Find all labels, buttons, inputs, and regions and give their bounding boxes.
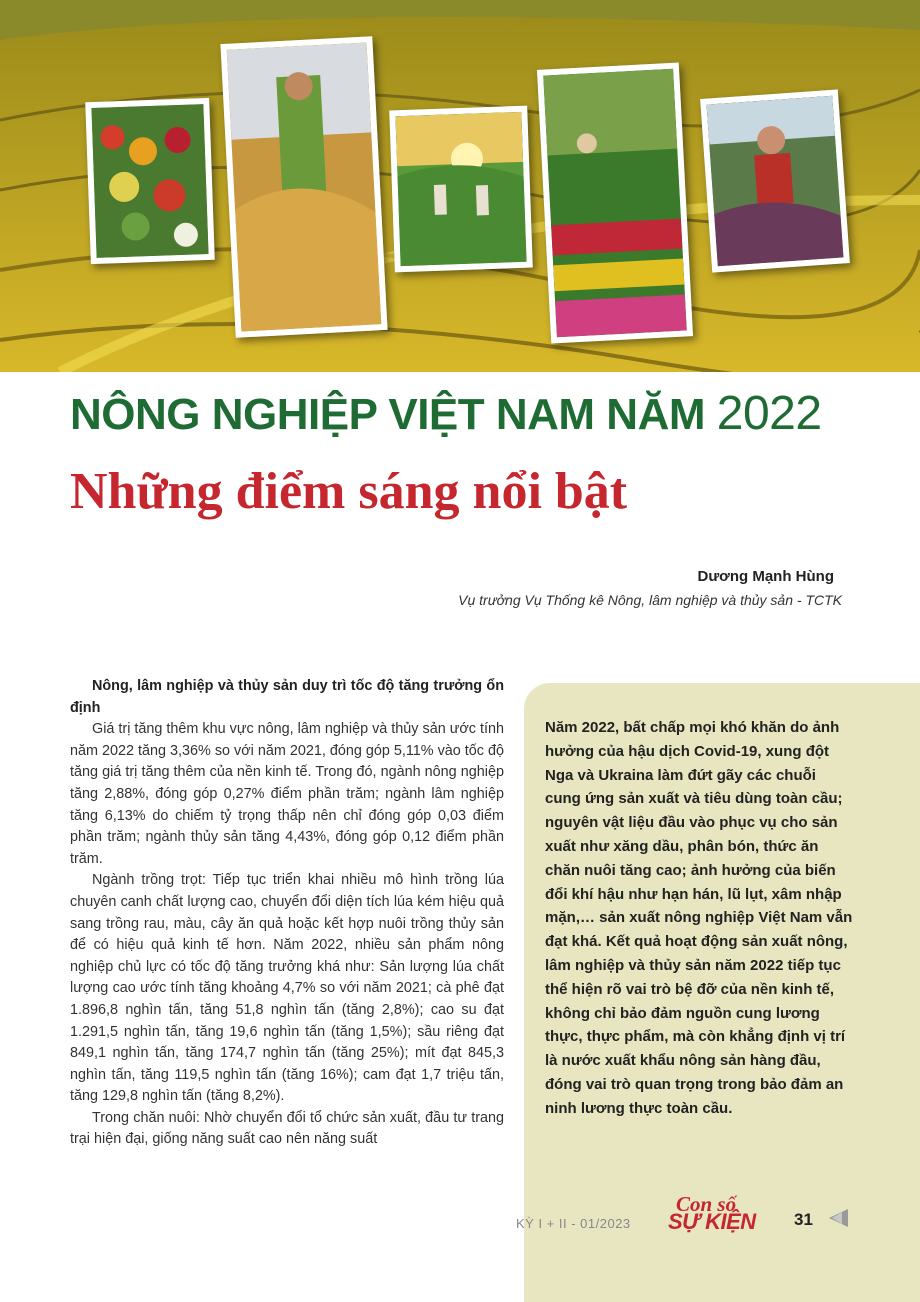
body-paragraph: Trong chăn nuôi: Nhờ chuyển đổi tổ chức sản xuất, đầu tư trang trại hiện đại, giống năng suất cao nên năng suất <box>70 1109 504 1148</box>
section-heading: Nông, lâm nghiệp và thủy sản duy trì tốc độ tăng trưởng ổn định <box>70 678 504 716</box>
title-text: NÔNG NGHIỆP VIỆT NAM NĂM <box>70 390 706 439</box>
body-paragraph: Giá trị tăng thêm khu vực nông, lâm nghiệp và thủy sản ước tính năm 2022 tăng 3,36% so với năm 2021, đóng góp 5,11% vào tốc độ tăng giá trị tăng thêm của nền kinh tế. Trong đó, ngành nông nghiệp tăng 2,88%, đóng góp 0,27% điểm phần trăm; ngành lâm nghiệp tăng 6,13% do chiếm tỷ trọng thấp nên chỉ đóng góp 0,03 điểm phần trăm; ngành thủy sản tăng 4,43%, đóng góp 0,12 điểm phần trăm. <box>70 721 504 867</box>
issue-label: KỲ I + II - 01/2023 <box>516 1216 631 1231</box>
photo-flower-garden <box>537 62 693 343</box>
logo-line1: Con số <box>676 1192 737 1216</box>
photo-grain-worker <box>220 36 387 338</box>
sapo-text: Năm 2022, bất chấp mọi khó khăn do ảnh hưởng của hậu dịch Covid-19, xung đột Nga và Ukraina làm đứt gãy các chuỗi cung ứng sản xuất và tiêu dùng toàn cầu; nguyên vật liệu đầu vào phục vụ cho sản xuất như xăng dầu, phân bón, thức ăn chăn nuôi tăng cao; ảnh hưởng của biến đổi khí hậu như hạn hán, lũ lụt, xâm nhập mặn,… sản xuất nông nghiệp Việt Nam vẫn đạt khá. Kết quả hoạt động sản xuất nông, lâm nghiệp và thủy sản năm 2022 tiếp tục thể hiện rõ vai trò bệ đỡ của nền kinh tế, không chỉ bảo đảm nguồn cung lương thực, thực phẩm, mà còn khẳng định vị trí là nước xuất khẩu nông sản hàng đầu, đóng vai trò quan trọng trong bảo đảm an ninh lương thực toàn cầu. <box>545 719 853 1117</box>
logo-line2: SỰ KIỆN <box>668 1209 756 1234</box>
hero-image <box>0 0 920 372</box>
magazine-logo <box>668 1192 788 1238</box>
title-year: 2022 <box>716 387 822 440</box>
article-title-line2: Những điểm sáng nổi bật <box>70 463 628 520</box>
page-number: 31 <box>794 1210 813 1229</box>
body-column <box>70 676 504 1151</box>
author-role: Vụ trưởng Vụ Thống kê Nông, lâm nghiệp và thủy sản - TCTK <box>458 592 842 608</box>
article-title-line1 <box>70 386 822 441</box>
photo-vegetables <box>85 98 215 264</box>
photo-tea-hills <box>389 106 533 273</box>
author-name: Dương Mạnh Hùng <box>697 568 834 585</box>
photo-harvest-woman <box>700 89 850 272</box>
body-paragraph: Ngành trồng trọt: Tiếp tục triển khai nhiều mô hình trồng lúa chuyên canh chất lượng cao, chuyển đổi diện tích lúa kém hiệu quả sang trồng rau, màu, cây ăn quả hoặc kết hợp nuôi trồng thủy sản để có hiệu quả kinh tế hơn. Năm 2022, nhiều sản phẩm nông nghiệp chủ lực có tốc độ tăng trưởng khá như: Sản lượng lúa chất lượng cao ước tính tăng khoảng 4,7% so với năm 2021; cà phê đạt 1.896,8 nghìn tấn, tăng 51,8 nghìn tấn (tăng 2,8%); cao su đạt 1.291,5 nghìn tấn, tăng 19,6 nghìn tấn (tăng 1,5%); sầu riêng đạt 849,1 nghìn tấn, tăng 174,7 nghìn tấn (tăng 25%); mít đạt 845,3 nghìn tấn, tăng 119,5 nghìn tấn (tăng 16%); cam đạt 1,7 triệu tấn, tăng 129,8 nghìn tấn (tăng 8,2%). <box>70 872 504 1105</box>
page-arrow-icon <box>826 1208 852 1228</box>
